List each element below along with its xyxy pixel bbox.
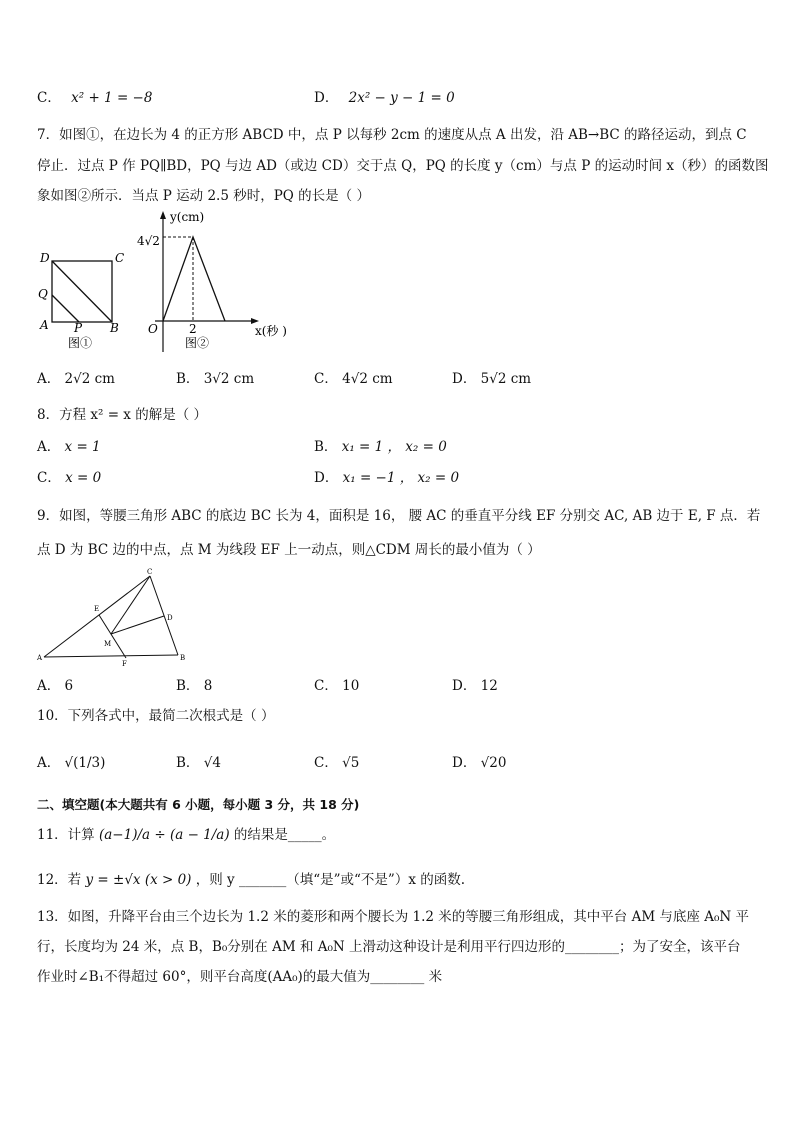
diagonal-bd <box>52 261 112 322</box>
q9-option-b[interactable]: B． 8 <box>176 678 213 694</box>
label-f: F <box>122 660 127 668</box>
q9-option-d[interactable]: D． 12 <box>452 678 498 694</box>
q7-stem-line2: 停止．过点 P 作 PQ∥BD，PQ 与边 AD（或边 CD）交于点 Q，PQ 的长度 y（cm）与点 P 的运动时间 x（秒）的函数图 <box>37 158 769 174</box>
figure-1-caption: 图① <box>68 336 93 350</box>
q13-stem-line1: 13．如图，升降平台由三个边长为 1.2 米的菱形和两个腰长为 1.2 米的等腰三角形组成，其中平台 AM 与底座 A₀N 平 <box>37 909 749 925</box>
q10-option-d[interactable]: D． √20 <box>452 755 507 771</box>
q12-suffix: ，则 y _______（填“是”或“不是”）x 的函数. <box>195 872 466 888</box>
side-ac <box>44 576 150 657</box>
segment-mc <box>111 576 150 634</box>
label-d: D <box>40 251 50 265</box>
side-ab <box>44 655 178 657</box>
q11-prefix: 11．计算 <box>37 827 95 843</box>
q10-option-a[interactable]: A． √(1/3) <box>37 755 106 771</box>
section-2-title: 二、填空题(本大题共有 6 小题，每小题 3 分，共 18 分) <box>37 797 360 812</box>
q9-figure <box>30 562 200 670</box>
label-q: Q <box>38 287 48 301</box>
q7-stem-line3: 象如图②所示．当点 P 运动 2.5 秒时，PQ 的长是（ ） <box>37 188 370 204</box>
label-m: M <box>104 640 112 648</box>
q11-suffix: 的结果是_____。 <box>233 827 336 843</box>
q11 <box>37 827 335 843</box>
label-c: C <box>147 568 153 576</box>
q12-prefix: 12．若 <box>37 872 82 888</box>
label-c: C <box>115 251 125 265</box>
label-b: B <box>180 654 186 662</box>
label-a: A <box>37 654 43 662</box>
label-b: B <box>110 321 119 335</box>
side-bc <box>150 576 178 655</box>
q8-option-d[interactable]: D． x₁ = −1 ， x₂ = 0 <box>314 470 460 486</box>
origin-label: O <box>148 322 158 336</box>
q7-figure-1 <box>30 245 130 353</box>
q13-stem-line2: 行，长度均为 24 米，点 B，B₀分别在 AM 和 A₀N 上滑动这种设计是利用平行四边形的________；为了安全，该平台 <box>37 939 741 955</box>
q6-option-c-math: x² + 1 = −8 <box>71 90 153 106</box>
function-graph <box>163 237 225 321</box>
segment-pq <box>52 295 79 322</box>
q8-option-a[interactable]: A． x = 1 <box>37 439 101 455</box>
q12-expression: y = ±√x (x > 0) <box>85 872 192 888</box>
q10-option-b[interactable]: B． √4 <box>176 755 221 771</box>
q7-figure-2 <box>135 205 300 355</box>
q7-option-b[interactable]: B． 3√2 cm <box>176 371 255 387</box>
q9-option-c[interactable]: C． 10 <box>314 678 360 694</box>
label-a: A <box>40 318 49 332</box>
x-axis-label: x(秒 ) <box>255 324 287 338</box>
q10-option-c[interactable]: C． √5 <box>314 755 360 771</box>
label-e: E <box>94 605 100 613</box>
q7-option-d[interactable]: D． 5√2 cm <box>452 371 532 387</box>
q6-option-d-label: D． <box>314 90 339 106</box>
q6-option-c-label: C． <box>37 90 61 106</box>
q10-stem: 10．下列各式中，最简二次根式是（ ） <box>37 708 275 724</box>
q9-stem-line1: 9．如图，等腰三角形 ABC 的底边 BC 长为 4，面积是 16， 腰 AC 的垂直平分线 EF 分别交 AC, AB 边于 E, F 点．若 <box>37 508 761 524</box>
q13-stem-line3: 作业时∠B₁不得超过 60°，则平台高度(AA₀)的最大值为________ 米 <box>37 969 443 985</box>
q8-option-c[interactable]: C． x = 0 <box>37 470 102 486</box>
x-tick-label: 2 <box>189 322 197 336</box>
q8-stem: 8．方程 x² = x 的解是（ ） <box>37 407 207 423</box>
q6-option-d-math: 2x² − y − 1 = 0 <box>348 90 455 106</box>
label-p: P <box>74 321 83 335</box>
q12 <box>37 872 465 888</box>
q7-option-a[interactable]: A． 2√2 cm <box>37 371 115 387</box>
figure-2-caption: 图② <box>185 336 210 350</box>
y-axis-label: y(cm) <box>170 210 205 224</box>
q8-option-b[interactable]: B． x₁ = 1 ， x₂ = 0 <box>314 439 447 455</box>
q6-option-c[interactable] <box>37 90 152 106</box>
q9-stem-line2: 点 D 为 BC 边的中点，点 M 为线段 EF 上一动点，则△CDM 周长的最小值为（ ） <box>37 542 541 558</box>
q11-expression: (a−1)/a ÷ (a − 1/a) <box>98 827 230 843</box>
segment-md <box>111 616 164 634</box>
q7-option-c[interactable]: C． 4√2 cm <box>314 371 393 387</box>
y-tick-label: 4√2 <box>137 234 160 248</box>
label-d: D <box>167 614 173 622</box>
q7-stem-line1: 7．如图①，在边长为 4 的正方形 ABCD 中，点 P 以每秒 2cm 的速度从点 A 出发，沿 AB→BC 的路径运动，到点 C <box>37 127 747 143</box>
q6-option-d[interactable] <box>314 90 455 106</box>
q9-option-a[interactable]: A． 6 <box>37 678 74 694</box>
segment-ef <box>99 615 126 658</box>
y-axis-arrow <box>160 211 166 219</box>
